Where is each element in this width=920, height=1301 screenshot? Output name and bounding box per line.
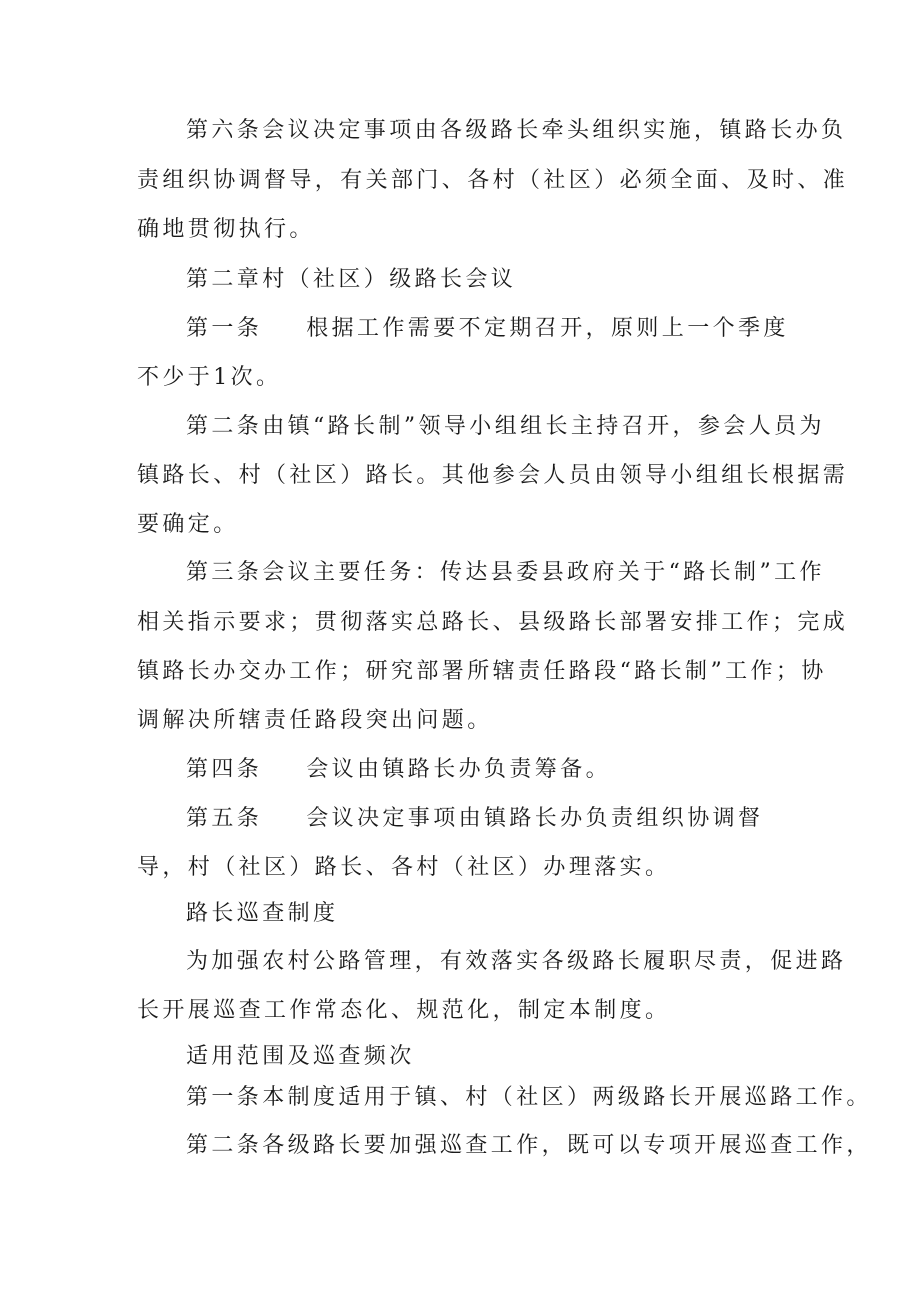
article-number: 第四条 — [186, 757, 263, 782]
paragraph-line: 要确定。 — [137, 512, 239, 537]
paragraph-line: 第一条本制度适用于镇、村（社区）两级路长开展巡路工作。 — [186, 1085, 872, 1110]
article-line — [186, 314, 789, 344]
paragraph-line: 确地贯彻执行。 — [137, 217, 315, 242]
section-heading: 适用范围及巡查频次 — [186, 1044, 415, 1069]
paragraph-line: 镇路长办交办工作；研究部署所辖责任路段“路长制”工作；协 — [137, 659, 827, 684]
article-line — [186, 804, 763, 834]
article-text: 根据工作需要不定期召开，原则上一个季度 — [306, 316, 789, 341]
chapter-heading: 第二章村（社区）级路长会议 — [186, 267, 517, 292]
paragraph-line: 镇路长、村（社区）路长。其他参会人员由领导小组组长根据需 — [137, 463, 849, 488]
article-number: 第一条 — [186, 316, 263, 341]
article-number: 第五条 — [186, 806, 263, 831]
paragraph-line: 第六条会议决定事项由各级路长牵头组织实施，镇路长办负 — [186, 118, 847, 143]
article-text: 会议由镇路长办负责筹备。 — [306, 757, 612, 782]
article-line — [186, 755, 611, 785]
article-text: 会议决定事项由镇路长办负责组织协调督 — [306, 806, 764, 831]
paragraph-line: 第三条会议主要任务：传达县委县政府关于“路长制”工作 — [186, 560, 825, 585]
paragraph-line: 导，村（社区）路长、各村（社区）办理落实。 — [137, 855, 671, 880]
paragraph-line: 第二条各级路长要加强巡查工作，既可以专项开展巡查工作， — [186, 1133, 872, 1158]
paragraph-line: 相关指示要求；贯彻落实总路长、县级路长部署安排工作；完成 — [137, 610, 849, 635]
paragraph-line: 第二条由镇“路长制”领导小组组长主持召开，参会人员为 — [186, 414, 825, 439]
paragraph-line: 为加强农村公路管理，有效落实各级路长履职尽责，促进路 — [186, 949, 847, 974]
paragraph-line: 长开展巡查工作常态化、规范化，制定本制度。 — [137, 998, 671, 1023]
paragraph-line: 调解决所辖责任路段突出问题。 — [137, 708, 493, 733]
section-heading: 路长巡查制度 — [186, 901, 339, 926]
paragraph-line: 责组织协调督导，有关部门、各村（社区）必须全面、及时、准 — [137, 168, 849, 193]
paragraph-line: 不少于1次。 — [137, 365, 282, 390]
